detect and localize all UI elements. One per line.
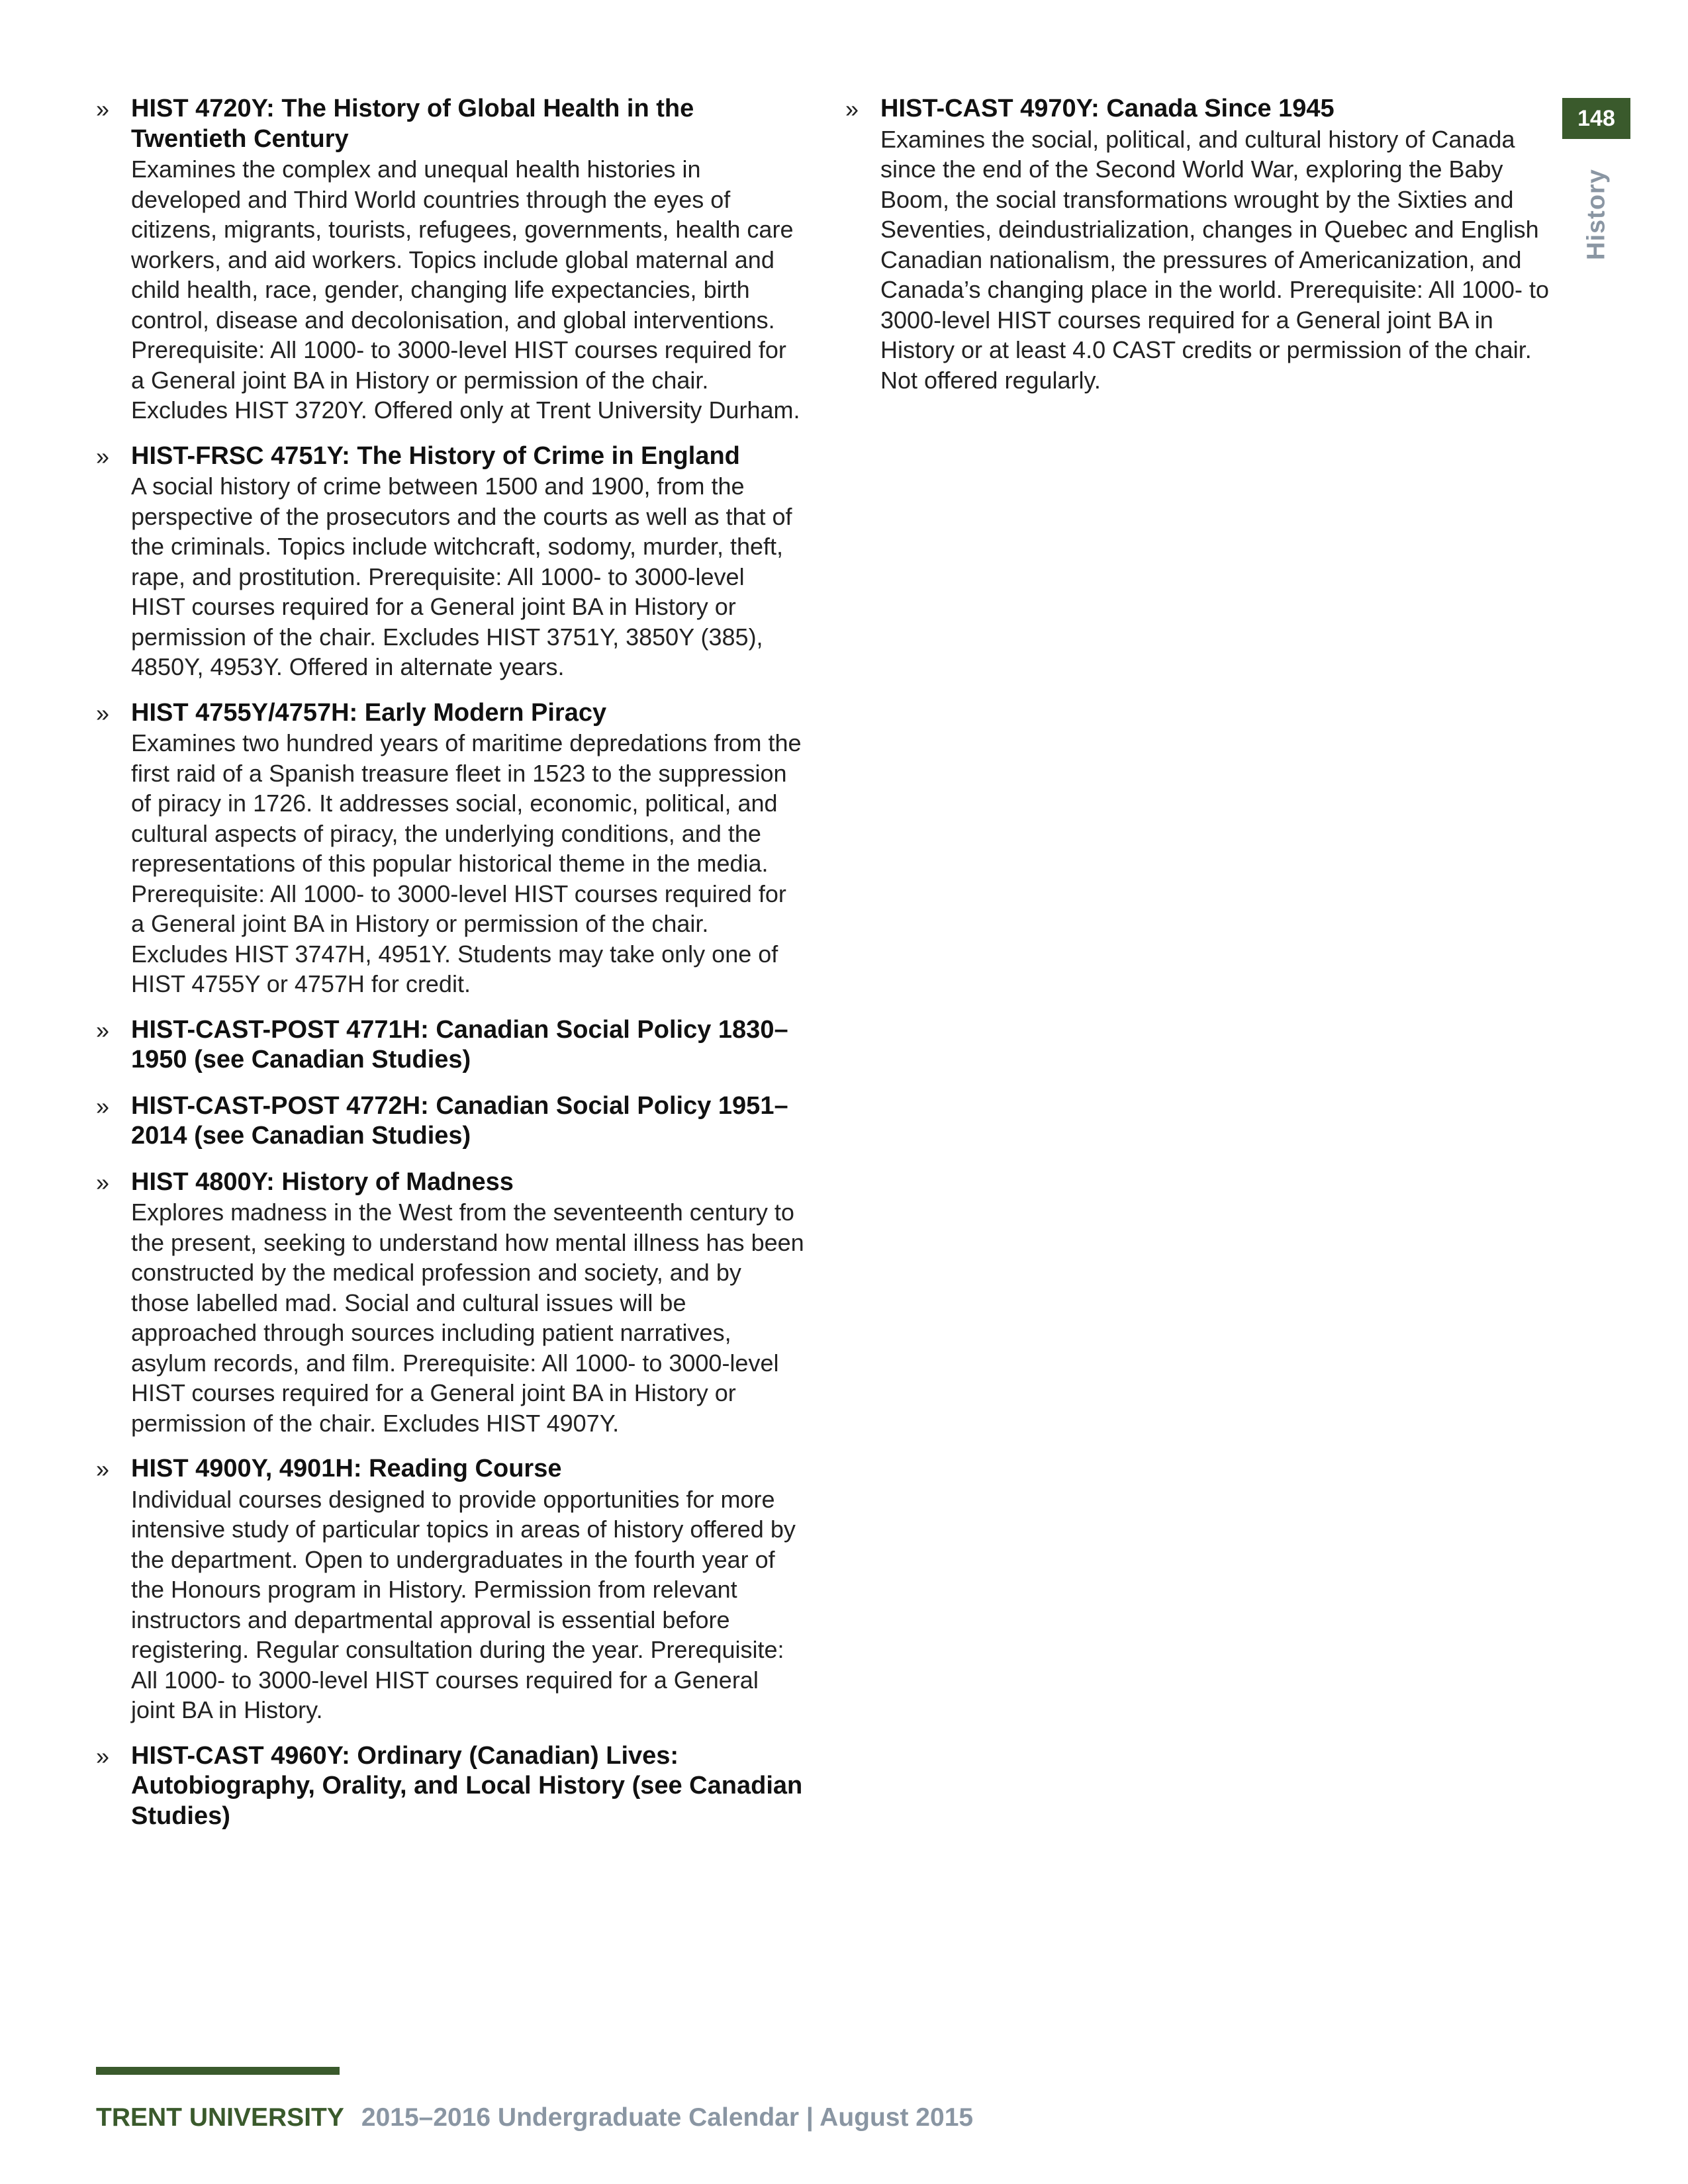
bullet-marker: » <box>845 95 859 122</box>
course-entry-hist-4800y <box>96 1167 804 1439</box>
page-number-badge: 148 <box>1562 98 1630 139</box>
section-side-label: History <box>1582 169 1611 260</box>
course-title: HIST 4755Y/4757H: Early Modern Piracy <box>131 698 607 727</box>
left-column <box>96 94 804 1847</box>
bullet-marker: » <box>96 442 110 470</box>
footer-university: TRENT UNIVERSITY <box>96 2103 344 2132</box>
course-title: HIST-CAST 4970Y: Canada Since 1945 <box>880 95 1335 122</box>
course-title: HIST 4720Y: The History of Global Health in the Twentieth Century <box>131 95 694 153</box>
course-description: Explores madness in the West from the seventeenth century to the present, seeking to understand how mental illness has been constructed by the medical profession and society, and by those labelled mad. Social and cultural issues will be approached through sources including patient narratives, asylum records, and film. Prerequisite: All 1000- to 3000-level HIST courses required for a General joint BA in History or permission of the chair. Excludes HIST 4907Y. <box>131 1199 804 1437</box>
course-entry-hist-4900y <box>96 1454 804 1725</box>
course-description: Individual courses designed to provide opportunities for more intensive study of particular topics in areas of history offered by the department. Open to undergraduates in the fourth year of the Honours program in History. Permission from relevant instructors and departmental approval is essential before registering. Regular consultation during the year. Prerequisite: All 1000- to 3000-level HIST courses required for a General joint BA in History. <box>131 1485 796 1723</box>
course-description: Examines two hundred years of maritime depredations from the first raid of a Spanish treasure fleet in 1523 to the suppression of piracy in 1726. It addresses social, economic, political, and cultural aspects of piracy, the underlying conditions, and the representations of this popular historical theme in the media. Prerequisite: All 1000- to 3000-level HIST courses required for a General joint BA in History or permission of the chair. Excludes HIST 3747H, 4951Y. Students may take only one of HIST 4755Y or 4757H for credit. <box>131 729 802 997</box>
course-title: HIST-FRSC 4751Y: The History of Crime in England <box>131 441 740 470</box>
footer-calendar: 2015–2016 Undergraduate Calendar | August 2015 <box>361 2103 974 2132</box>
course-entry-hist-frsc-4751y <box>96 441 804 682</box>
course-entry-hist-cast-post-4772h <box>96 1091 804 1152</box>
course-description: A social history of crime between 1500 and 1900, from the perspective of the prosecutors and the courts as well as that of the criminals. Topics include witchcraft, sodomy, murder, theft, rape, and prostitution. Prerequisite: All 1000- to 3000-level HIST courses required for a General joint BA in History or permission of the chair. Excludes HIST 3751Y, 3850Y (385), 4850Y, 4953Y. Offered in alternate years. <box>131 473 792 680</box>
footer-divider <box>96 2067 340 2075</box>
page-footer <box>96 2103 973 2132</box>
course-title: HIST-CAST-POST 4771H: Canadian Social Policy 1830–1950 (see Canadian Studies) <box>131 1015 788 1073</box>
bullet-marker: » <box>96 1168 110 1196</box>
right-column <box>845 94 1560 411</box>
course-entry-hist-cast-4970y <box>845 94 1560 395</box>
course-title: HIST-CAST 4960Y: Ordinary (Canadian) Lives: Autobiography, Orality, and Local History (see Canadian Studies) <box>131 1741 803 1830</box>
bullet-marker: » <box>96 699 110 727</box>
course-title: HIST 4900Y, 4901H: Reading Course <box>131 1455 562 1482</box>
bullet-marker: » <box>96 1455 110 1482</box>
course-description: Examines the complex and unequal health histories in developed and Third World countries through the eyes of citizens, migrants, tourists, refugees, governments, health care workers, and aid workers. Topics include global maternal and child health, race, gender, changing life expectancies, birth control, disease and decolonisation, and global interventions. Prerequisite: All 1000- to 3000-level HIST courses required for a General joint BA in History or permission of the chair. Excludes HIST 3720Y. Offered only at Trent University Durham. <box>131 156 800 424</box>
course-entry-hist-cast-post-4771h <box>96 1015 804 1075</box>
bullet-marker: » <box>96 1016 110 1044</box>
bullet-marker: » <box>96 1092 110 1120</box>
bullet-marker: » <box>96 95 110 122</box>
course-description: Examines the social, political, and cultural history of Canada since the end of the Second World War, exploring the Baby Boom, the social transformations wrought by the Sixties and Seventies, deindustrialization, changes in Quebec and English Canadian nationalism, the pressures of Americanization, and Canada’s changing place in the world. Prerequisite: All 1000- to 3000-level HIST courses required for a General joint BA in History or at least 4.0 CAST credits or permission of the chair. Not offered regularly. <box>880 125 1549 394</box>
course-entry-hist-cast-4960y <box>96 1741 804 1832</box>
bullet-marker: » <box>96 1742 110 1770</box>
course-title: HIST-CAST-POST 4772H: Canadian Social Policy 1951–2014 (see Canadian Studies) <box>131 1091 788 1150</box>
course-title: HIST 4800Y: History of Madness <box>131 1167 514 1196</box>
course-entry-hist-4720y <box>96 94 804 426</box>
course-entry-hist-4755y <box>96 698 804 999</box>
